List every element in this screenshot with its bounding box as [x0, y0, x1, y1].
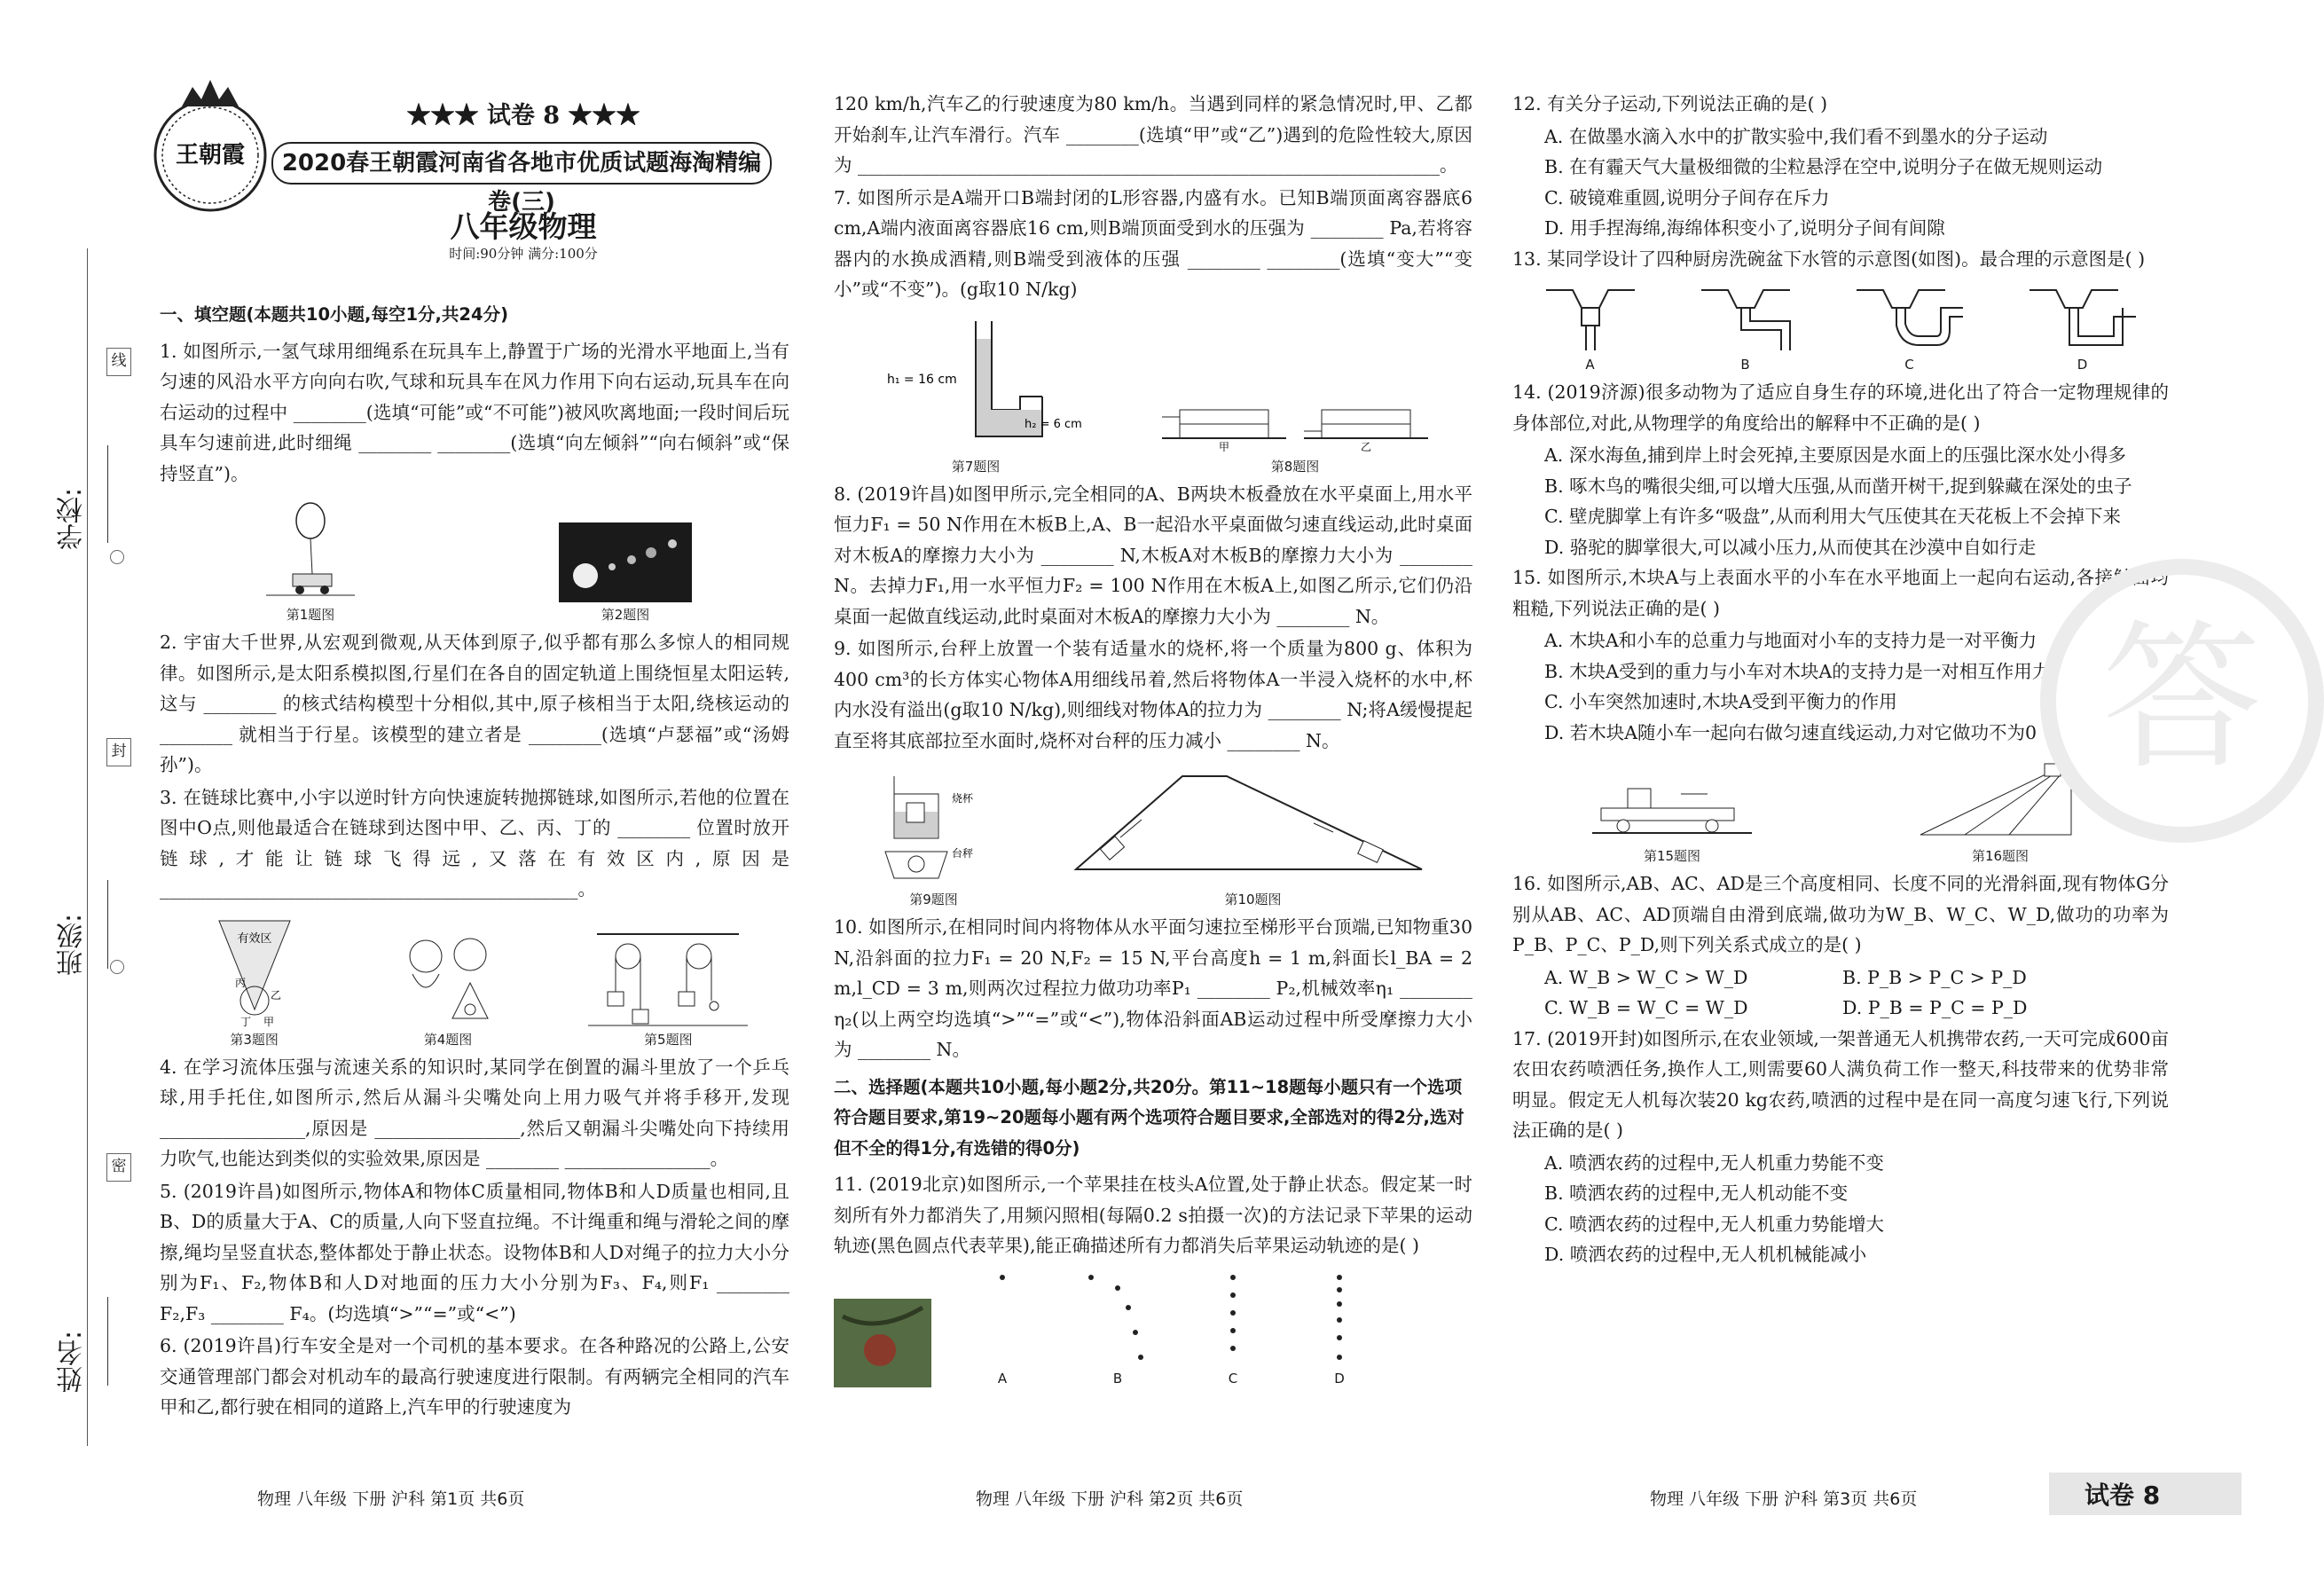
q12-option-d: D. 用手捏海绵,海绵体积变小了,说明分子间有间隙	[1544, 217, 1945, 239]
question-4: 4. 在学习流体压强与流速关系的知识时,某同学在倒置的漏斗里放了一个乒乓球,用手托住,如图所示,然后从漏斗尖嘴处向上用力吸气并将手移开,发现 ________________,原因是 ________________,然后又朝漏斗尖嘴处向下持续用力吹气,也能达到类似的实验效果,原因是 ________ ________________。	[160, 1056, 789, 1169]
footer-page-2: 物理 八年级 下册 沪科 第2页 共6页	[976, 1489, 1244, 1509]
question-9: 9. 如图所示,台秤上放置一个装有适量水的烧杯,将一个质量为800 g、体积为400 cm³的长方体实心物体A用细线吊着,然后将物体A一半浸入烧杯的水中,杯内水没有溢出(g取10 N/kg),则细线对物体A的拉力为 ________ N;将A缓慢提起直至将其底部拉至水面时,烧杯对台秤的压力减小 ________ N。	[834, 638, 1472, 751]
q15-option-c: C. 小车突然加速时,木块A受到平衡力的作用	[1544, 691, 1897, 712]
question-16: 16. 如图所示,AB、AC、AD是三个高度相同、长度不同的光滑斜面,现有物体G分别从AB、AC、AD顶端自由滑到底端,做功为W_B、W_C、W_D,做功的功率为P_B、P_C、P_D,则下列关系式成立的是( )	[1512, 873, 2169, 955]
drain-pipe-c-icon	[1852, 281, 1967, 352]
question-17: 17. (2019开封)如图所示,在农业领域,一架普通无人机携带农药,一天可完成600亩农田农药喷洒任务,换作人工,则需要60人满负荷工作一整天,科技带来的优势非常明显。假定无人机每次装20 kg农药,喷洒的过程中是在同一高度匀速飞行,下列说法正确的是( )	[1512, 1027, 2169, 1141]
q12-option-c: C. 破镜难重圆,说明分子间存在斥力	[1544, 186, 1830, 208]
question-7: 7. 如图所示是A端开口B端封闭的L形容器,内盛有水。已知B端顶面离容器底6 cm,A端内液面离容器底16 cm,则B端顶面受到水的压强为 ________ Pa,若将容器内的水换成酒精,则B端受到液体的压强 ________ ________(选填“变大”“变小”或“不变”)。(g取10 N/kg)	[834, 186, 1472, 300]
pipe-option-c: C	[1852, 281, 1967, 373]
svg-text:有效区: 有效区	[237, 931, 272, 946]
option-11-b: B	[1073, 1269, 1162, 1387]
option-11-d: D	[1304, 1269, 1375, 1387]
seal-char-mi: 密	[106, 1153, 131, 1182]
svg-text:丁: 丁	[239, 1015, 251, 1028]
q14-option-a: A. 深水海鱼,捕到岸上时会死掉,主要原因是水面上的压强比深水处小得多	[1544, 444, 2126, 466]
question-11: 11. (2019北京)如图所示,一个苹果挂在枝头A位置,处于静止状态。假定某一时刻所有外力都消失了,用频闪照相(每隔0.2 s拍摄一次)的方法记录下苹果的运动轨迹(黑色圆点代表苹果),能正确描述所有力都消失后苹果运动轨迹的是( )	[834, 1174, 1472, 1256]
question-6-continued: 120 km/h,汽车乙的行驶速度为80 km/h。当遇到同样的紧急情况时,甲、乙都开始刹车,让汽车滑行。汽车 ________(选填“甲”或“乙”)遇到的危险性较大,原因为 ________________________________________________________________。	[834, 93, 1472, 176]
svg-text:乙: 乙	[1360, 440, 1372, 453]
figure-4: 第4题图	[390, 930, 506, 1049]
pipe-option-a: A	[1542, 281, 1639, 373]
q16-options-row-1	[1512, 962, 2169, 994]
paper-number: ★★★ 试卷 8 ★★★	[406, 102, 640, 130]
drain-pipe-a-icon	[1542, 281, 1639, 352]
q15-option-b: B. 木块A受到的重力与小车对木块A的支持力是一对相互作用力	[1544, 660, 2051, 682]
pipe-option-d: D	[2025, 281, 2140, 373]
svg-text:h₁ = 16 cm: h₁ = 16 cm	[887, 372, 957, 387]
pipe-option-b: B	[1697, 281, 1794, 373]
binding-hole	[110, 550, 124, 564]
q12-option-b: B. 在有霾天气大量极细微的尘粒悬浮在空中,说明分子在做无规则运动	[1544, 156, 2103, 177]
figure-15: 第15题图	[1592, 782, 1752, 865]
svg-text:甲: 甲	[263, 1015, 274, 1028]
question-5: 5. (2019许昌)如图所示,物体A和物体C质量相同,物体B和人D质量也相同,且B、D的质量大于A、C的质量,人向下竖直拉绳。不计绳重和绳与滑轮之间的摩擦,绳均呈竖直状态,整体都处于静止状态。设物体B和人D对绳子的拉力大小分别为F₁、F₂,物体B和人D对地面的压力大小分别为F₃、F₄,则F₁ ________ F₂,F₃ ________ F₄。(均选填“>”“=”或“<”)	[160, 1180, 789, 1324]
figure-8: 甲 乙 第8题图	[1162, 374, 1428, 475]
figure-1: 第1题图	[257, 496, 364, 624]
q16-option-d: D. P_B = P_C = P_D	[1842, 997, 2028, 1018]
figure-16: 第16题图	[1912, 755, 2089, 865]
q16-option-b: B. P_B > P_C > P_D	[1842, 966, 2027, 988]
q17-option-c: C. 喷洒农药的过程中,无人机重力势能增大	[1544, 1213, 1885, 1235]
seal-char-xian: 线	[106, 348, 131, 376]
q14-option-d: D. 骆驼的脚掌很大,可以减小压力,从而使其在沙漠中自如行走	[1544, 536, 2037, 558]
svg-text:丙: 丙	[234, 976, 246, 989]
balloon-cart-icon	[257, 496, 364, 602]
subject-title: 八年级物理	[450, 209, 597, 244]
hammer-throw-sector-icon	[201, 912, 308, 1027]
q12-option-a: A. 在做墨水滴入水中的扩散实验中,我们看不到墨水的分子运动	[1544, 125, 2048, 147]
solar-system-icon	[559, 522, 692, 602]
trapezoid-platform-icon	[1067, 763, 1440, 887]
q17-option-a: A. 喷洒农药的过程中,无人机重力势能不变	[1544, 1151, 1884, 1174]
q16-option-c: C. W_B = W_C = W_D	[1544, 997, 1748, 1018]
q15-option-d: D. 若木块A随小车一起向右做匀速直线运动,力对它做功不为0	[1544, 721, 2037, 743]
figure-3: 有效区 丙 乙 丁 甲 第3题图	[201, 912, 308, 1049]
publisher-logo	[146, 71, 279, 222]
q15-option-a: A. 木块A和小车的总重力与地面对小车的支持力是一对平衡力	[1544, 630, 2037, 651]
paper-tag: 试卷 8	[2085, 1481, 2161, 1510]
drain-pipe-d-icon	[2025, 281, 2140, 352]
q14-option-c: C. 壁虎脚掌上有许多“吸盘”,从而利用大气压使其在天花板上不会掉下来	[1544, 506, 2121, 527]
section-multiple-choice: 二、选择题(本题共10小题,每小题2分,共20分。第11~18题每小题只有一个选项符合题目要求,第19~20题每小题有两个选项符合题目要求,全部选对的得2分,选对但不全的得1分,有选错的得0分)	[834, 1076, 1464, 1159]
question-12: 12. 有关分子运动,下列说法正确的是( )	[1512, 93, 1828, 114]
funnel-ball-icon	[390, 930, 506, 1027]
svg-text:台秤: 台秤	[951, 847, 973, 860]
figure-10: 第10题图	[1067, 763, 1440, 908]
l-shaped-container-icon	[878, 312, 1082, 454]
question-15: 15. 如图所示,木块A与上表面水平的小车在水平地面上一起向右运动,各接触面均粗糙,下列说法正确的是( )	[1512, 567, 2169, 619]
q14-option-b: B. 啄木鸟的嘴很尖细,可以增大压强,从而凿开树干,捉到躲藏在深处的虫子	[1544, 475, 2132, 497]
series-title: 2020春王朝霞河南省各地市优质试题海淘精编卷(三)	[271, 142, 772, 185]
column-1	[160, 293, 789, 1425]
watermark-stamp: 答	[2040, 559, 2324, 843]
q17-option-d: D. 喷洒农药的过程中,无人机机械能减小	[1544, 1244, 1867, 1265]
question-3: 3. 在链球比赛中,小宇以逆时针方向快速旋转抛掷链球,如图所示,若他的位置在图中O点,则他最适合在链球到达图中甲、乙、丙、丁的 ________ 位置时放开链球,才能让链球飞得远,又落在有效区内,原因是 ______________________________________________。	[160, 786, 789, 900]
svg-text:烧杯: 烧杯	[951, 792, 973, 805]
question-13: 13. 某同学设计了四种厨房洗碗盆下水管的示意图(如图)。最合理的示意图是( )	[1512, 247, 2146, 270]
time-info: 时间:90分钟 满分:100分	[449, 246, 598, 262]
svg-text:h₂ = 6 cm: h₂ = 6 cm	[1025, 417, 1082, 431]
q16-option-a: A. W_B > W_C > W_D	[1544, 966, 1748, 988]
question-2: 2. 宇宙大千世界,从宏观到微观,从天体到原子,似乎都有那么多惊人的相同规律。如图所示,是太阳系模拟图,行星们在各自的固定轨道上围绕恒星太阳运转,这与 ________ 的核式结构模型十分相似,其中,原子核相当于太阳,绕核运动的 ________ 就相当于行星。该模型的建立者是 ________(选填“卢瑟福”或“汤姆孙”)。	[160, 632, 789, 775]
question-8: 8. (2019许昌)如图甲所示,完全相同的A、B两块木板叠放在水平桌面上,用水平恒力F₁ = 50 N作用在木板B上,A、B一起沿水平桌面做匀速直线运动,此时桌面对木板A的摩擦力大小为 ________ N,木板A对木板B的摩擦力大小为 ________ N。去掉力F₁,用一水平恒力F₂ = 100 N作用在木板A上,如图乙所示,它们仍沿桌面一起做直线运动,此时桌面对木板A的摩擦力大小为 ________ N。	[834, 483, 1472, 627]
svg-text:甲: 甲	[1218, 440, 1230, 453]
stacked-boards-icon	[1162, 374, 1428, 454]
question-14: 14. (2019济源)很多动物为了适应自身生存的环境,进化出了符合一定物理规律的身体部位,对此,从物理学的角度给出的解释中不正确的是( )	[1512, 381, 2169, 434]
class-label: 班级:	[53, 825, 123, 976]
footer-page-1: 物理 八年级 下册 沪科 第1页 共6页	[257, 1489, 525, 1509]
column-2	[834, 89, 1472, 1391]
drain-pipe-b-icon	[1697, 281, 1794, 352]
svg-text:王朝霞: 王朝霞	[175, 142, 246, 169]
section-fill-in: 一、填空题(本题共10小题,每空1分,共24分)	[160, 304, 508, 325]
figure-2: 第2题图	[559, 522, 692, 624]
name-label: 姓名:	[53, 1242, 123, 1393]
beaker-scale-icon	[868, 772, 1001, 887]
figure-7: h₁ = 16 cm h₂ = 6 cm 第7题图	[878, 312, 1073, 475]
question-10: 10. 如图所示,在相同时间内将物体从水平面匀速拉至梯形平台顶端,已知物重30 N,沿斜面的拉力F₁ = 20 N,F₂ = 15 N,平台高度h = 1 m,斜面长l_BA = 2 m,l_CD = 3 m,则两次过程拉力做功功率P₁ ________ P₂,机械效率η₁ ________ η₂(以上两空均选填“>”“=”或“<”),物体沿斜面AB运动过程中所受摩擦力大小为 ________ N。	[834, 916, 1472, 1060]
footer-page-3: 物理 八年级 下册 沪科 第3页 共6页	[1650, 1489, 1918, 1509]
figure-9: 烧杯 台秤 第9题图	[868, 772, 1001, 908]
q16-options-row-2	[1512, 993, 2169, 1024]
pulley-system-icon	[588, 930, 748, 1027]
question-6: 6. (2019许昌)行车安全是对一个司机的基本要求。在各种路况的公路上,公安交通管理部门都会对机动车的最高行驶速度进行限制。有两辆完全相同的汽车甲和乙,都行驶在相同的道路上,汽车甲的行驶速度为	[160, 1335, 789, 1418]
option-11-a: A	[967, 1269, 1038, 1387]
option-11-c: C	[1197, 1269, 1268, 1387]
question-1: 1. 如图所示,一氢气球用细绳系在玩具车上,静置于广场的光滑水平地面上,当有匀速的风沿水平方向向右吹,气球和玩具车在风力作用下向右运动,玩具车在向右运动的过程中 ________(选填“可能”或“不可能”)被风吹离地面;一段时间后玩具车匀速前进,此时细绳 ________ ________(选填“向左倾斜”“向右倾斜”或“保持竖直”)。	[160, 340, 789, 484]
block-on-cart-icon	[1592, 782, 1752, 844]
seal-char-feng: 封	[106, 738, 131, 766]
apple-tree-photo	[834, 1299, 931, 1387]
svg-text:乙: 乙	[270, 988, 281, 1002]
figure-5: 第5题图	[588, 930, 748, 1049]
q17-option-b: B. 喷洒农药的过程中,无人机动能不变	[1544, 1182, 1849, 1204]
school-label: 学校:	[53, 390, 123, 550]
